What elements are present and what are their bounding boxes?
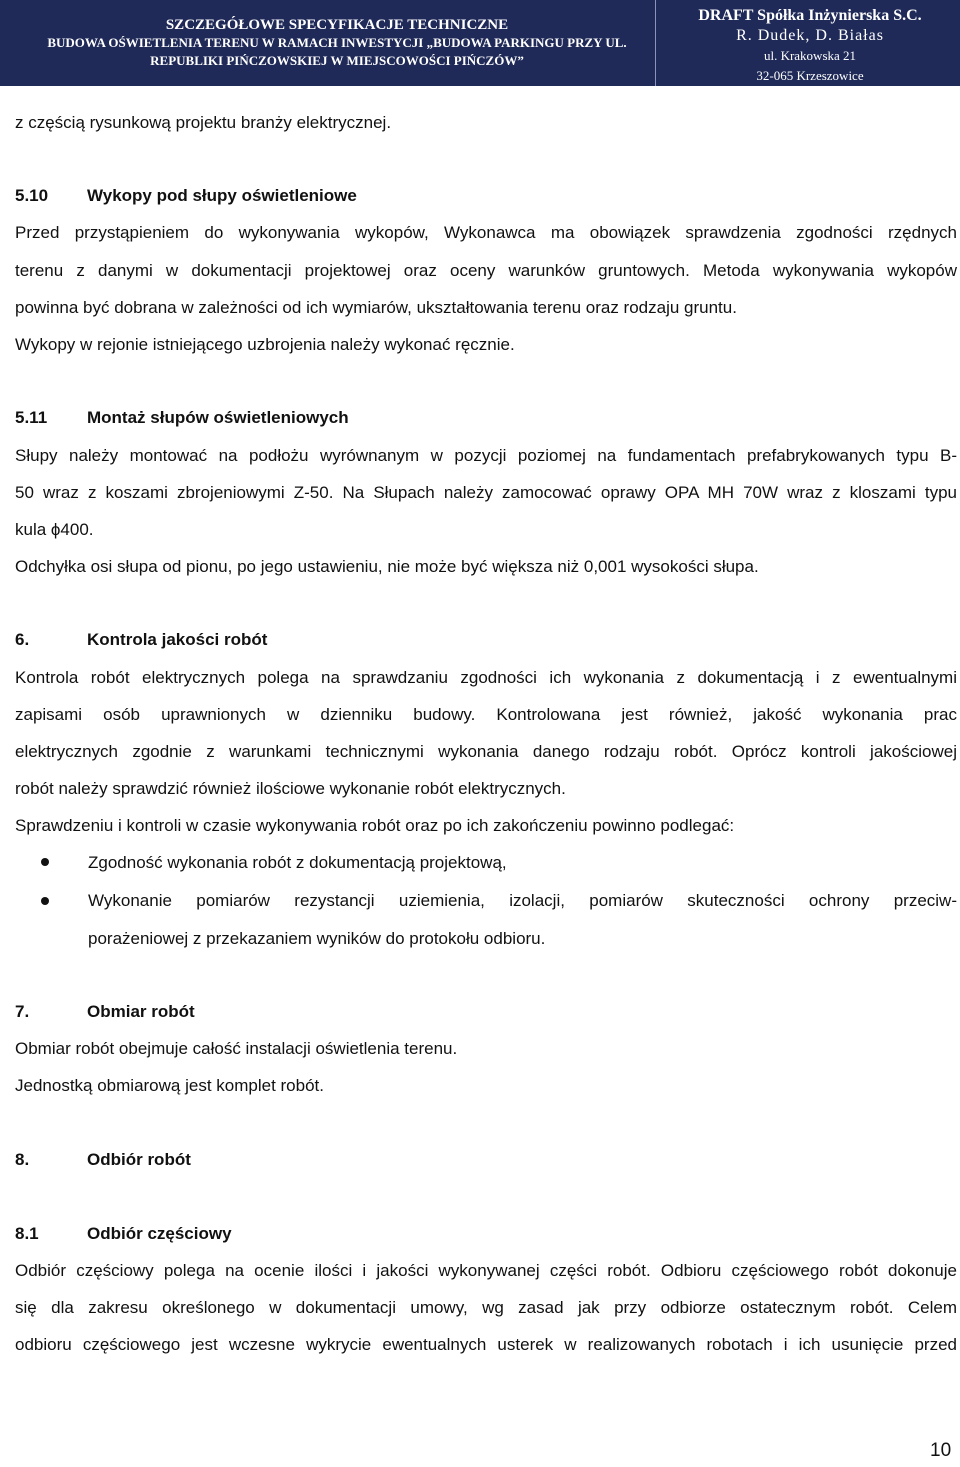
section-number: 8. (15, 1150, 30, 1169)
paragraph-line: zapisami osób uprawnionych w dzienniku budowy. Kontrolowana jest również, jakość wykonania prac (15, 705, 957, 724)
paragraph-line: Sprawdzeniu i kontroli w czasie wykonywania robót oraz po ich zakończeniu powinno podlegać: (15, 816, 735, 835)
section-title: Obmiar robót (87, 1002, 195, 1021)
section-title: Wykopy pod słupy oświetleniowe (87, 186, 357, 205)
paragraph-line: 50 wraz z koszami zbrojeniowymi Z-50. Na Słupach należy zamocować oprawy OPA MH 70W wraz z kloszami typu (15, 483, 957, 502)
section-8-1-heading (15, 1224, 232, 1244)
section-5-11-heading (15, 408, 349, 428)
bullet-item: Wykonanie pomiarów rezystancji uziemienia, izolacji, pomiarów skuteczności ochrony przeciw- (88, 891, 957, 910)
header-subtitle-line2: REPUBLIKI PIŃCZOWSKIEJ W MIEJSCOWOŚCI PIŃCZÓW” (150, 53, 524, 68)
header-city: 32-065 Krzeszowice (756, 68, 864, 83)
bullet-item-continuation: porażeniowej z przekazaniem wyników do protokołu odbioru. (88, 929, 546, 948)
section-number: 5.10 (15, 186, 49, 205)
header-document-info (28, 16, 646, 70)
page-header (0, 0, 960, 86)
header-subtitle-line1: BUDOWA OŚWIETLENIA TERENU W RAMACH INWESTYCJI „BUDOWA PARKINGU PRZY UL. (47, 35, 627, 50)
paragraph-line: Obmiar robót obejmuje całość instalacji oświetlenia terenu. (15, 1039, 458, 1058)
section-title: Odbiór robót (87, 1150, 191, 1169)
paragraph-line: Jednostką obmiarową jest komplet robót. (15, 1076, 324, 1095)
header-firm: DRAFT Spółka Inżynierska S.C. (698, 7, 922, 24)
bullet-icon (41, 858, 49, 866)
paragraph-line: terenu z danymi w dokumentacji projektowej oraz oceny warunków gruntowych. Metoda wykonywania wykopów (15, 261, 957, 280)
paragraph-line: powinna być dobrana w zależności od ich wymiarów, ukształtowania terenu oraz rodzaju gruntu. (15, 298, 737, 317)
section-number: 5.11 (15, 408, 48, 427)
section-5-10-heading (15, 186, 357, 206)
section-title: Kontrola jakości robót (87, 630, 268, 649)
paragraph-line: odbioru częściowego jest wczesne wykrycie ewentualnych usterek w realizowanych robotach i ich usunięcie przed (15, 1335, 957, 1354)
section-title: Odbiór częściowy (87, 1224, 232, 1243)
bullet-icon (41, 897, 49, 905)
section-title: Montaż słupów oświetleniowych (87, 408, 349, 427)
page-number: 10 (930, 1440, 952, 1461)
header-title: SZCZEGÓŁOWE SPECYFIKACJE TECHNICZNE (165, 17, 509, 33)
header-divider (655, 0, 656, 86)
paragraph-line: Kontrola robót elektrycznych polega na sprawdzaniu zgodności ich wykonania z dokumentacją i z ewentualnymi (15, 668, 957, 687)
header-names: R. Dudek, D. Białas (736, 27, 884, 44)
paragraph-line: Odbiór częściowy polega na ocenie ilości i jakości wykonywanej części robót. Odbioru częściowego robót dokonuje (15, 1261, 957, 1280)
paragraph-line: Słupy należy montować na podłożu wyrównanym w pozycji poziomej na fundamentach prefabrykowanych typu B- (15, 446, 957, 465)
section-number: 8.1 (15, 1224, 39, 1243)
header-company-info (660, 6, 960, 86)
paragraph-line: robót należy sprawdzić również ilościowe wykonanie robót elektrycznych. (15, 779, 566, 798)
intro-line: z częścią rysunkową projektu branży elektrycznej. (15, 113, 392, 132)
section-7-heading (15, 1002, 195, 1022)
paragraph-line: Wykopy w rejonie istniejącego uzbrojenia należy wykonać ręcznie. (15, 335, 515, 354)
paragraph-line: się dla zakresu określonego w dokumentacji umowy, wg zasad jak przy odbiorze ostatecznym robót. Celem (15, 1298, 957, 1317)
paragraph-line: Przed przystąpieniem do wykonywania wykopów, Wykonawca ma obowiązek sprawdzenia zgodności rzędnych (15, 223, 957, 242)
section-6-heading (15, 630, 267, 650)
section-number: 7. (15, 1002, 30, 1021)
bullet-item: Zgodność wykonania robót z dokumentacją projektową, (88, 853, 507, 872)
paragraph-line: elektrycznych zgodnie z warunkami technicznymi wykonania danego rodzaju robót. Oprócz kontroli jakościowej (15, 742, 957, 761)
paragraph-line: Odchyłka osi słupa od pionu, po jego ustawieniu, nie może być większa niż 0,001 wysokości słupa. (15, 557, 759, 576)
header-street: ul. Krakowska 21 (763, 48, 857, 63)
section-number: 6. (15, 630, 30, 649)
paragraph-line: kula ϕ400. (15, 520, 94, 539)
section-8-heading (15, 1150, 191, 1170)
